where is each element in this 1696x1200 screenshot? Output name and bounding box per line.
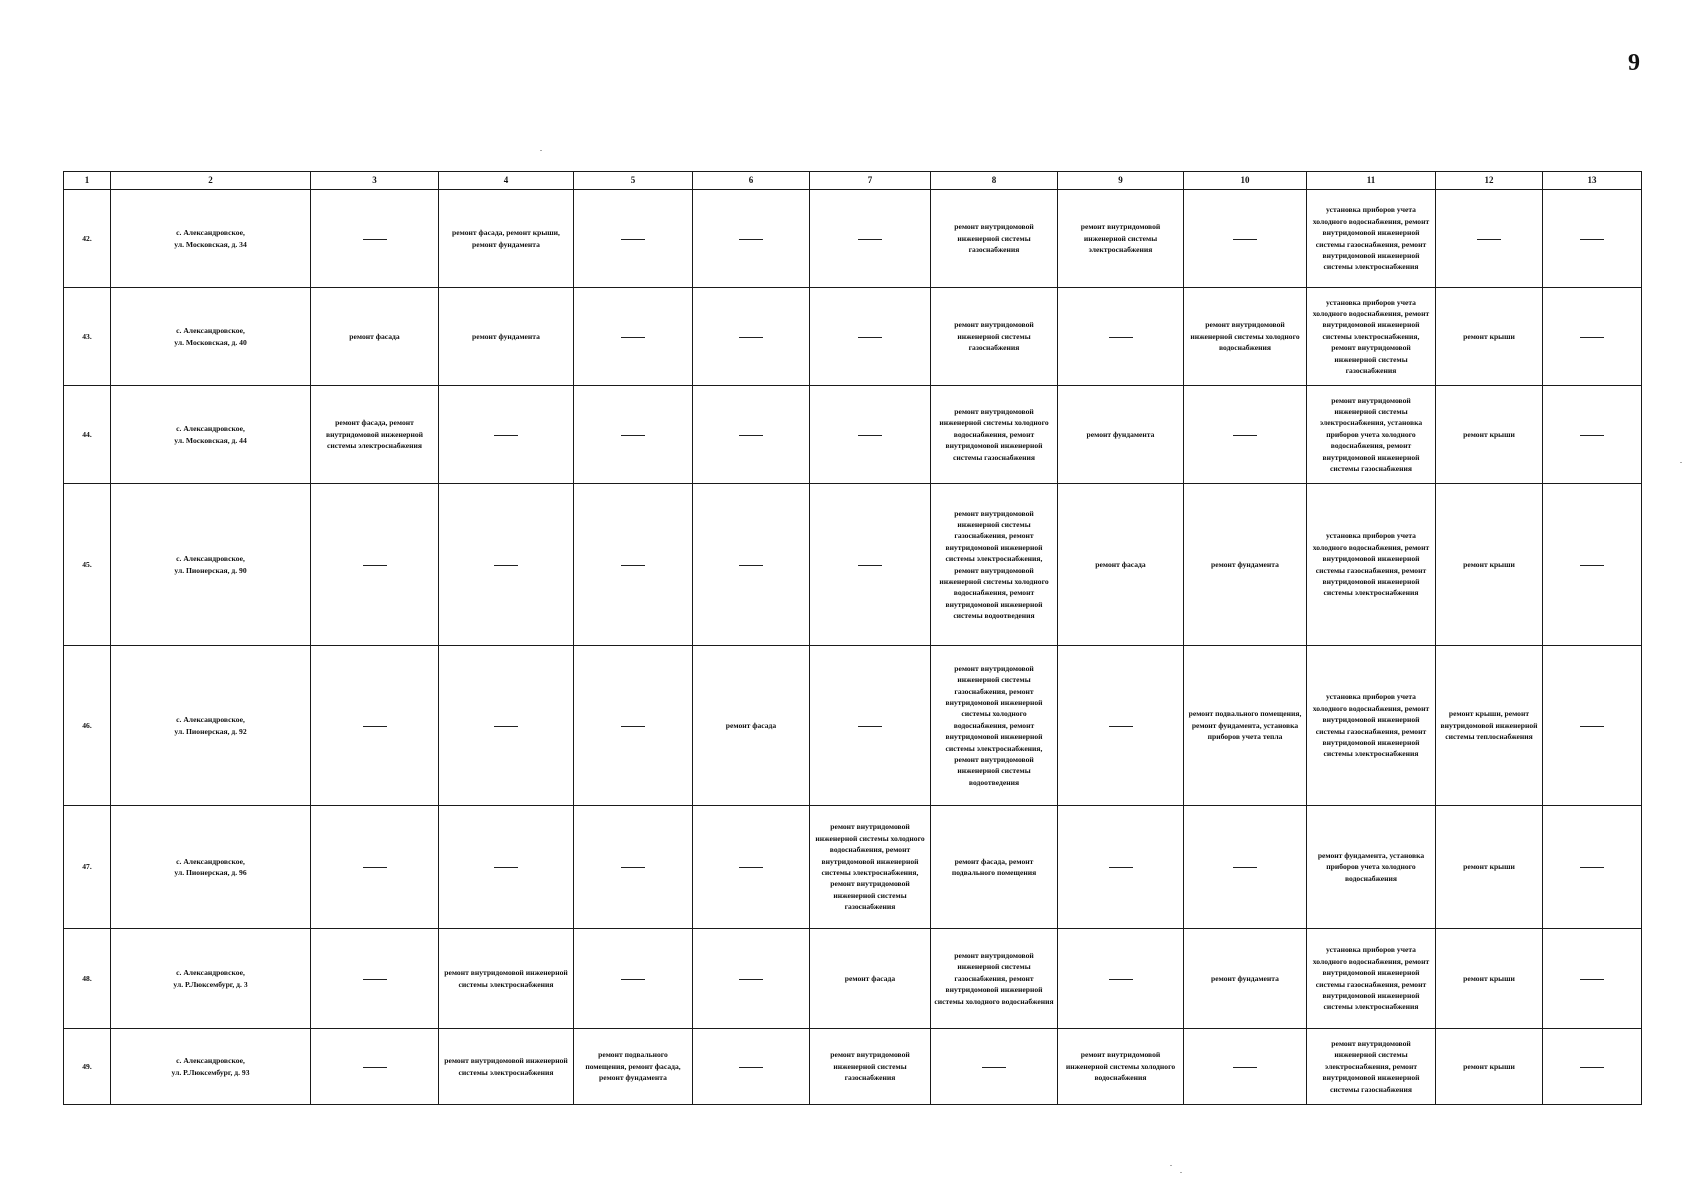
work-cell-col-5 [574, 646, 693, 806]
work-cell-col-6 [693, 190, 810, 288]
address-cell [111, 288, 311, 386]
cell-text: ремонт фасада [725, 720, 777, 730]
cell-text: ремонт внутридомовой инженерной системы газоснабжения, ремонт внутридомовой инженерной системы электроснабжения, ремонт внутридомовой инженерной системы холодного водоснабжения, ремонт внутридомовой инженерной системы водоотведения [939, 508, 1049, 621]
table-header [64, 172, 1642, 190]
work-cell-col-9 [1058, 646, 1184, 806]
work-cell-col-3 [311, 1029, 439, 1105]
column-header-9: 9 [1058, 172, 1184, 190]
empty-dash [858, 337, 882, 338]
work-cell-col-3 [311, 386, 439, 484]
column-header-3: 3 [311, 172, 439, 190]
empty-dash [982, 1067, 1006, 1068]
column-header-12: 12 [1436, 172, 1543, 190]
table-row [64, 190, 1642, 288]
empty-dash [621, 435, 645, 436]
row-number [64, 386, 111, 484]
work-cell-col-13 [1543, 646, 1642, 806]
work-cell-col-8 [931, 806, 1058, 929]
column-header-8: 8 [931, 172, 1058, 190]
address-street: ул. Московская, д. 40 [174, 337, 247, 347]
work-cell-col-10 [1184, 190, 1307, 288]
work-cell-col-8 [931, 929, 1058, 1029]
cell-text: ремонт фасада, ремонт крыши, ремонт фундамента [452, 228, 560, 249]
work-cell-col-13 [1543, 806, 1642, 929]
column-header-4: 4 [439, 172, 574, 190]
empty-dash [494, 726, 518, 727]
empty-dash [739, 1067, 763, 1068]
cell-text: ремонт фасада [349, 331, 400, 341]
column-header-10: 10 [1184, 172, 1307, 190]
work-cell-col-11 [1307, 190, 1436, 288]
work-cell-col-12 [1436, 929, 1543, 1029]
work-cell-col-13 [1543, 484, 1642, 646]
work-cell-col-12 [1436, 484, 1543, 646]
cell-text: ремонт фасада [844, 973, 896, 983]
empty-dash [858, 435, 882, 436]
address-cell [111, 646, 311, 806]
work-cell-col-9 [1058, 929, 1184, 1029]
work-cell-col-3 [311, 929, 439, 1029]
cell-text: ремонт внутридомовой инженерной системы электроснабжения [444, 1056, 568, 1077]
work-cell-col-5 [574, 929, 693, 1029]
table-row [64, 288, 1642, 386]
work-cell-col-13 [1543, 386, 1642, 484]
work-cell-col-4 [439, 386, 574, 484]
cell-text: ремонт внутридомовой инженерной системы газоснабжения [954, 320, 1034, 353]
address-settlement: с. Александровское, [176, 1056, 245, 1066]
empty-dash [494, 867, 518, 868]
row-number [64, 1029, 111, 1105]
empty-dash [621, 726, 645, 727]
empty-dash [363, 1067, 387, 1068]
work-cell-col-10 [1184, 288, 1307, 386]
table-row [64, 929, 1642, 1029]
cell-text: ремонт внутридомовой инженерной системы холодного водоснабжения [1190, 320, 1300, 353]
empty-dash [621, 565, 645, 566]
work-cell-col-7 [810, 929, 931, 1029]
work-cell-col-7 [810, 386, 931, 484]
empty-dash [739, 435, 763, 436]
empty-dash [1233, 239, 1257, 240]
column-header-2: 2 [111, 172, 311, 190]
empty-dash [363, 867, 387, 868]
work-cell-col-12 [1436, 386, 1543, 484]
cell-text: ремонт внутридомовой инженерной системы холодного водоснабжения, ремонт внутридомовой инженерной системы газоснабжения [939, 407, 1049, 462]
work-cell-col-9 [1058, 1029, 1184, 1105]
work-cell-col-5 [574, 386, 693, 484]
empty-dash [1109, 867, 1133, 868]
address-street: ул. Р.Люксембург, д. 93 [171, 1067, 250, 1077]
work-cell-col-7 [810, 806, 931, 929]
cell-text: ремонт внутридомовой инженерной системы газоснабжения, ремонт внутридомовой инженерной системы холодного водоснабжения, ремонт внутридомовой инженерной системы электроснабжения, ремонт внутридомовой инженерной системы водоотведения [945, 663, 1043, 787]
work-cell-col-10 [1184, 646, 1307, 806]
scan-speck [1180, 1172, 1182, 1173]
row-number [64, 806, 111, 929]
cell-text: ремонт крыши [1463, 429, 1515, 439]
column-number-row [64, 172, 1642, 190]
work-cell-col-10 [1184, 484, 1307, 646]
empty-dash [1109, 337, 1133, 338]
empty-dash [363, 726, 387, 727]
cell-text: ремонт крыши [1463, 331, 1515, 341]
column-header-11: 11 [1307, 172, 1436, 190]
work-cell-col-5 [574, 484, 693, 646]
row-number [64, 646, 111, 806]
cell-text: ремонт фундамента, установка приборов учета холодного водоснабжения [1317, 850, 1425, 883]
work-cell-col-9 [1058, 288, 1184, 386]
work-cell-col-11 [1307, 1029, 1436, 1105]
cell-text: ремонт внутридомовой инженерной системы газоснабжения [830, 1050, 910, 1083]
work-cell-col-4 [439, 646, 574, 806]
work-cell-col-6 [693, 646, 810, 806]
cell-text: ремонт внутридомовой инженерной системы холодного водоснабжения [1065, 1050, 1176, 1083]
work-cell-col-3 [311, 484, 439, 646]
empty-dash [363, 565, 387, 566]
work-cell-col-7 [810, 1029, 931, 1105]
column-header-7: 7 [810, 172, 931, 190]
work-cell-col-8 [931, 190, 1058, 288]
work-cell-col-4 [439, 929, 574, 1029]
cell-text: ремонт фундамента [1211, 973, 1279, 983]
empty-dash [1477, 239, 1501, 240]
table-row [64, 484, 1642, 646]
empty-dash [1580, 979, 1604, 980]
work-cell-col-3 [311, 190, 439, 288]
row-number [64, 288, 111, 386]
address-settlement: с. Александровское, [176, 968, 245, 978]
work-cell-col-9 [1058, 190, 1184, 288]
cell-text: 45. [82, 559, 92, 569]
work-cell-col-5 [574, 806, 693, 929]
cell-text: ремонт внутридомовой инженерной системы холодного водоснабжения, ремонт внутридомовой инженерной системы электроснабжения, ремонт внутридомовой инженерной системы газоснабжения [815, 822, 925, 912]
scan-speck [540, 150, 542, 151]
table-body [64, 190, 1642, 1105]
work-cell-col-7 [810, 288, 931, 386]
address-cell [111, 386, 311, 484]
cell-text: ремонт внутридомовой инженерной системы электроснабжения, ремонт внутридомовой инженерной системы газоснабжения [1322, 1039, 1420, 1094]
empty-dash [621, 239, 645, 240]
work-cell-col-8 [931, 386, 1058, 484]
work-cell-col-4 [439, 1029, 574, 1105]
empty-dash [1580, 867, 1604, 868]
cell-text: ремонт подвального помещения, ремонт фасада, ремонт фундамента [585, 1050, 681, 1083]
cell-text: ремонт фундамента [1211, 559, 1279, 569]
work-cell-col-11 [1307, 386, 1436, 484]
work-cell-col-10 [1184, 929, 1307, 1029]
empty-dash [739, 979, 763, 980]
work-cell-col-9 [1058, 386, 1184, 484]
cell-text: ремонт фасада [1095, 559, 1146, 569]
work-cell-col-3 [311, 646, 439, 806]
scan-speck [1680, 462, 1682, 463]
cell-text: ремонт внутридомовой инженерной системы электроснабжения [444, 968, 568, 989]
address-street: ул. Пионерская, д. 96 [174, 868, 247, 877]
address-settlement: с. Александровское, [176, 228, 245, 238]
cell-text: установка приборов учета холодного водоснабжения, ремонт внутридомовой инженерной системы газоснабжения, ремонт внутридомовой инженерной системы электроснабжения [1312, 692, 1430, 759]
work-cell-col-13 [1543, 1029, 1642, 1105]
empty-dash [494, 565, 518, 566]
empty-dash [621, 337, 645, 338]
column-header-5: 5 [574, 172, 693, 190]
empty-dash [621, 867, 645, 868]
empty-dash [858, 239, 882, 240]
cell-text: установка приборов учета холодного водоснабжения, ремонт внутридомовой инженерной системы газоснабжения, ремонт внутридомовой инженерной системы электроснабжения [1312, 945, 1430, 1012]
work-cell-col-7 [810, 484, 931, 646]
work-cell-col-9 [1058, 484, 1184, 646]
empty-dash [1580, 435, 1604, 436]
cell-text: ремонт крыши [1463, 559, 1515, 569]
work-cell-col-12 [1436, 806, 1543, 929]
cell-text: 42. [82, 233, 92, 243]
cell-text: 47. [82, 862, 92, 872]
cell-text: установка приборов учета холодного водоснабжения, ремонт внутридомовой инженерной системы газоснабжения, ремонт внутридомовой инженерной системы электроснабжения [1312, 531, 1430, 598]
empty-dash [1580, 1067, 1604, 1068]
work-cell-col-3 [311, 806, 439, 929]
work-cell-col-10 [1184, 806, 1307, 929]
address-settlement: с. Александровское, [176, 715, 245, 725]
empty-dash [1233, 1067, 1257, 1068]
work-cell-col-12 [1436, 646, 1543, 806]
work-cell-col-7 [810, 190, 931, 288]
work-cell-col-13 [1543, 929, 1642, 1029]
empty-dash [858, 565, 882, 566]
work-cell-col-4 [439, 288, 574, 386]
work-cell-col-8 [931, 646, 1058, 806]
cell-text: 49. [82, 1061, 92, 1071]
empty-dash [1580, 565, 1604, 566]
address-street: ул. Пионерская, д. 90 [174, 565, 247, 575]
work-cell-col-11 [1307, 646, 1436, 806]
work-cell-col-12 [1436, 190, 1543, 288]
cell-text: ремонт внутридомовой инженерной системы электроснабжения, установка приборов учета холодного водоснабжения, ремонт внутридомовой инженерной системы газоснабжения [1319, 395, 1423, 473]
cell-text: ремонт внутридомовой инженерной системы газоснабжения [954, 222, 1034, 255]
work-cell-col-8 [931, 484, 1058, 646]
cell-text: 48. [82, 973, 92, 983]
column-header-13: 13 [1543, 172, 1642, 190]
empty-dash [1109, 979, 1133, 980]
address-cell [111, 190, 311, 288]
cell-text: установка приборов учета холодного водоснабжения, ремонт внутридомовой инженерной системы газоснабжения, ремонт внутридомовой инженерной системы электроснабжения [1312, 205, 1430, 272]
cell-text: ремонт фасада, ремонт подвального помещения [951, 856, 1037, 877]
scan-speck [1170, 1165, 1172, 1166]
work-cell-col-7 [810, 646, 931, 806]
address-settlement: с. Александровское, [176, 326, 245, 336]
cell-text: установка приборов учета холодного водоснабжения, ремонт внутридомовой инженерной системы электроснабжения, ремонт внутридомовой инженерной системы газоснабжения [1312, 297, 1430, 375]
work-cell-col-4 [439, 484, 574, 646]
column-header-1: 1 [64, 172, 111, 190]
work-cell-col-10 [1184, 386, 1307, 484]
empty-dash [1233, 435, 1257, 436]
row-number [64, 190, 111, 288]
cell-text: ремонт крыши [1463, 973, 1515, 983]
work-cell-col-13 [1543, 288, 1642, 386]
empty-dash [621, 979, 645, 980]
cell-text: ремонт подвального помещения, ремонт фундамента, установка приборов учета тепла [1188, 709, 1302, 742]
empty-dash [1580, 337, 1604, 338]
empty-dash [363, 239, 387, 240]
address-settlement: с. Александровское, [176, 424, 245, 434]
empty-dash [739, 337, 763, 338]
work-cell-col-6 [693, 386, 810, 484]
work-cell-col-11 [1307, 288, 1436, 386]
empty-dash [1580, 726, 1604, 727]
row-number [64, 929, 111, 1029]
work-cell-col-3 [311, 288, 439, 386]
address-street: ул. Московская, д. 34 [174, 239, 247, 249]
work-cell-col-11 [1307, 929, 1436, 1029]
cell-text: 44. [82, 429, 92, 439]
address-street: ул. Р.Люксембург, д. 3 [173, 979, 248, 989]
cell-text: 46. [82, 720, 92, 730]
table-row [64, 386, 1642, 484]
work-cell-col-13 [1543, 190, 1642, 288]
cell-text: 43. [82, 331, 92, 341]
repair-schedule-table [63, 171, 1642, 1105]
column-header-6: 6 [693, 172, 810, 190]
address-settlement: с. Александровское, [176, 856, 245, 866]
empty-dash [1233, 867, 1257, 868]
empty-dash [858, 726, 882, 727]
work-cell-col-6 [693, 929, 810, 1029]
cell-text: ремонт фундамента [472, 331, 540, 341]
cell-text: ремонт внутридомовой инженерной системы электроснабжения [1080, 222, 1161, 255]
cell-text: ремонт крыши [1463, 862, 1515, 872]
work-cell-col-5 [574, 288, 693, 386]
work-cell-col-5 [574, 190, 693, 288]
cell-text: ремонт фундамента [1086, 429, 1155, 439]
empty-dash [1109, 726, 1133, 727]
empty-dash [1580, 239, 1604, 240]
address-cell [111, 484, 311, 646]
empty-dash [494, 435, 518, 436]
address-cell [111, 806, 311, 929]
work-cell-col-10 [1184, 1029, 1307, 1105]
address-settlement: с. Александровское, [176, 554, 245, 564]
empty-dash [739, 867, 763, 868]
table-row [64, 646, 1642, 806]
work-cell-col-6 [693, 806, 810, 929]
work-cell-col-6 [693, 1029, 810, 1105]
work-cell-col-12 [1436, 288, 1543, 386]
row-number [64, 484, 111, 646]
work-cell-col-11 [1307, 484, 1436, 646]
address-street: ул. Московская, д. 44 [174, 435, 247, 445]
cell-text: ремонт крыши, ремонт внутридомовой инженерной системы теплоснабжения [1440, 709, 1538, 742]
cell-text: ремонт фасада, ремонт внутридомовой инженерной системы электроснабжения [325, 418, 424, 451]
work-cell-col-11 [1307, 806, 1436, 929]
table-row [64, 806, 1642, 929]
work-cell-col-9 [1058, 806, 1184, 929]
cell-text: ремонт внутридомовой инженерной системы газоснабжения, ремонт внутридомовой инженерной системы холодного водоснабжения [934, 951, 1054, 1006]
work-cell-col-12 [1436, 1029, 1543, 1105]
address-street: ул. Пионерская, д. 92 [174, 726, 247, 736]
work-cell-col-4 [439, 806, 574, 929]
address-cell [111, 1029, 311, 1105]
work-cell-col-4 [439, 190, 574, 288]
empty-dash [363, 979, 387, 980]
work-cell-col-5 [574, 1029, 693, 1105]
work-cell-col-8 [931, 288, 1058, 386]
address-cell [111, 929, 311, 1029]
table-row [64, 1029, 1642, 1105]
work-cell-col-6 [693, 484, 810, 646]
work-cell-col-6 [693, 288, 810, 386]
cell-text: ремонт крыши [1463, 1061, 1515, 1071]
empty-dash [739, 565, 763, 566]
empty-dash [739, 239, 763, 240]
page-number: 9 [1628, 50, 1640, 76]
work-cell-col-8 [931, 1029, 1058, 1105]
